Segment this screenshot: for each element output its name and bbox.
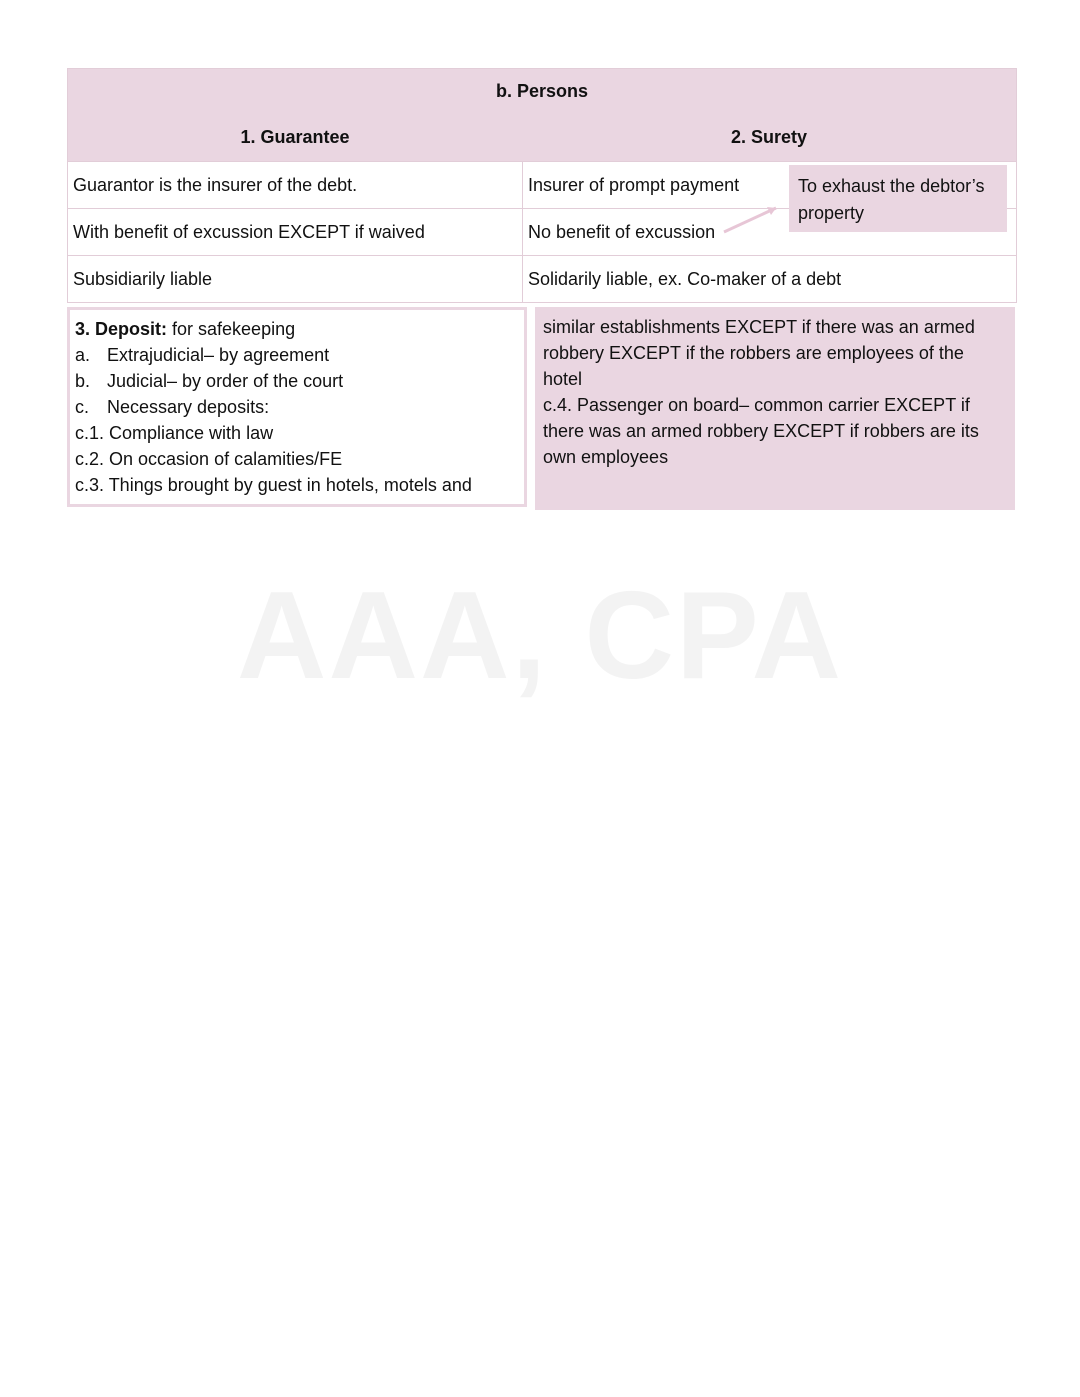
deposit-heading-label: 3. Deposit: (75, 319, 168, 339)
excussion-note: To exhaust the debtor’s property (789, 165, 1007, 232)
continuation-line: hotel (543, 369, 583, 389)
list-item-label: b. (75, 371, 91, 391)
deposit-continuation-box (535, 307, 1015, 510)
list-item (75, 368, 524, 394)
continuation-line: similar establishments EXCEPT if there was an armed (543, 317, 975, 337)
table-cell: Guarantor is the insurer of the debt. (68, 162, 523, 208)
table-cell: No benefit of excussion (528, 221, 716, 242)
deposit-heading (75, 316, 524, 342)
sub-list-item: c.1. Compliance with law (75, 423, 274, 443)
deposit-heading-text: for safekeeping (167, 319, 296, 339)
list-item (75, 394, 524, 420)
list-item-text: Judicial– by order of the court (107, 371, 344, 391)
persons-table-header (68, 69, 1016, 161)
watermark: AAA, CPA (236, 567, 844, 705)
sub-list-item: c.2. On occasion of calamities/FE (75, 449, 343, 469)
list-item (75, 342, 524, 368)
table-cell: Insurer of prompt payment (528, 174, 740, 195)
continuation-line: own employees (543, 447, 669, 467)
continuation-line: robbery EXCEPT if the robbers are employees of the (543, 343, 964, 363)
table-cell: With benefit of excussion EXCEPT if waived (68, 209, 523, 255)
column-header-surety: 2. Surety (730, 127, 808, 147)
list-item-text: Necessary deposits: (107, 397, 270, 417)
list-item-label: a. (75, 345, 91, 365)
table-row (68, 255, 1016, 302)
deposit-box (67, 307, 527, 507)
continuation-line: there was an armed robbery EXCEPT if robbers are its (543, 421, 979, 441)
note-arrow-icon (720, 200, 790, 240)
list-item-label: c. (75, 397, 90, 417)
table-cell: Subsidiarily liable (68, 256, 523, 302)
continuation-line: c.4. Passenger on board– common carrier EXCEPT if (543, 395, 970, 415)
sub-list-item: c.3. Things brought by guest in hotels, motels and (75, 475, 472, 495)
table-cell: Solidarily liable, ex. Co-maker of a debt (528, 268, 842, 289)
persons-title: b. Persons (495, 81, 589, 101)
column-header-guarantee: 1. Guarantee (240, 127, 350, 147)
list-item-text: Extrajudicial– by agreement (107, 345, 330, 365)
